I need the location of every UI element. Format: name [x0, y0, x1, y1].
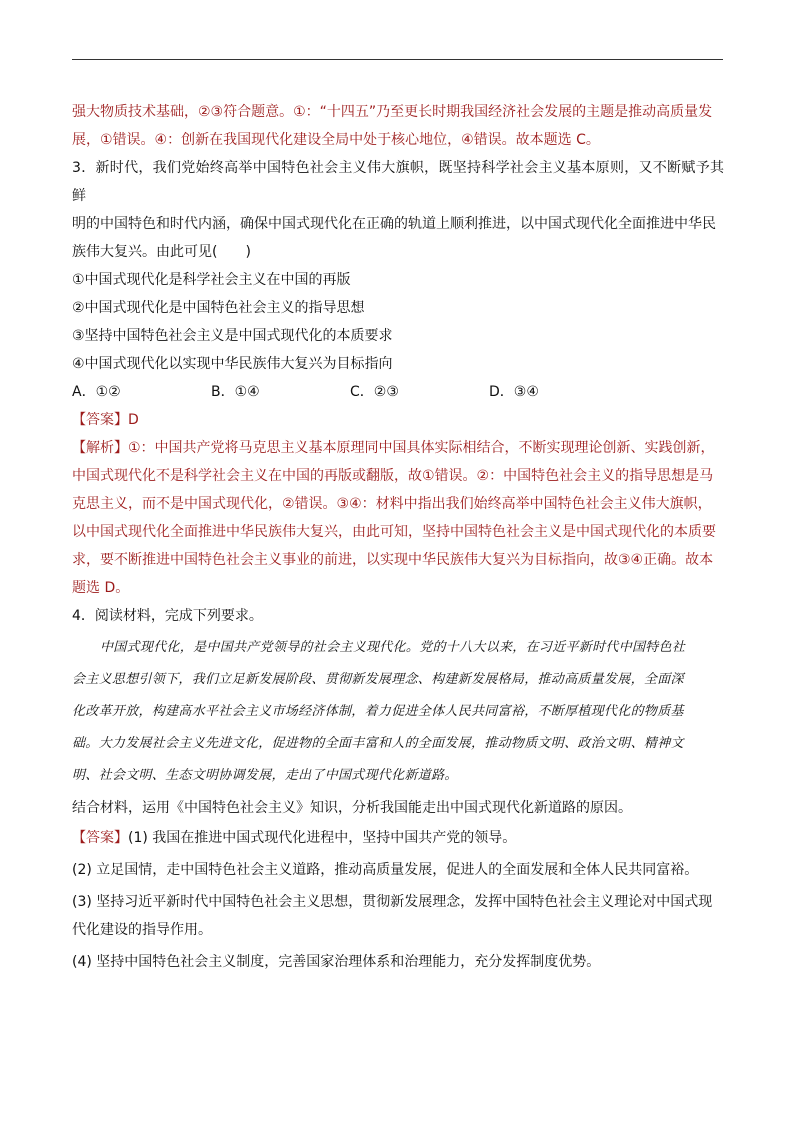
- header-rule: [72, 59, 723, 60]
- q3-option-a: A．①②: [72, 384, 121, 400]
- q3-option-b: B．①④: [211, 384, 260, 400]
- q4-answer-line: (2) 立足国情，走中国特色社会主义道路，推动高质量发展，促进人的全面发展和全体人民共同富裕。: [72, 862, 699, 878]
- q3-stem-line: 3．新时代，我们党始终高举中国特色社会主义伟大旗帜，既坚持科学社会主义基本原则，又不断赋予其鲜: [72, 160, 724, 204]
- q4-answer-line: 代化建设的指导作用。: [72, 922, 212, 938]
- q3-analysis-line: 中国式现代化不是科学社会主义在中国的再版或翻版，故①错误。②：中国特色社会主义的指导思想是马: [72, 468, 714, 484]
- q3-option-c: C．②③: [350, 384, 399, 400]
- q4-material: [72, 632, 724, 792]
- analysis-tag: 【解析】: [72, 440, 128, 456]
- q3-stem-line: 族伟大复兴。由此可见( ): [72, 244, 251, 260]
- material-line: 会主义思想引领下，我们立足新发展阶段、贯彻新发展理念、构建新发展格局，推动高质量发展，全面深: [72, 672, 684, 687]
- q4-requirement: 结合材料，运用《中国特色社会主义》知识，分析我国能走出中国式现代化新道路的原因。: [72, 800, 632, 816]
- q4-answer-line: (4) 坚持中国特色社会主义制度，完善国家治理体系和治理能力，充分发挥制度优势。: [72, 954, 601, 970]
- q2-analysis-line: 展，①错误。④：创新在我国现代化建设全局中处于核心地位，④错误。故本题选 C。: [72, 132, 600, 148]
- answer-value: D: [128, 412, 139, 428]
- q3-statement: ②中国式现代化是中国特色社会主义的指导思想: [72, 300, 365, 316]
- q3-analysis-line: 求，要不断推进中国特色社会主义事业的前进，以实现中华民族伟大复兴为目标指向，故③④正确。故本: [72, 552, 714, 568]
- document-content: [72, 98, 724, 976]
- q3-analysis-line: [72, 434, 724, 462]
- q4-stem: 4．阅读材料，完成下列要求。: [72, 608, 263, 624]
- q4-answer-line: (3) 坚持习近平新时代中国特色社会主义思想，贯彻新发展理念，发挥中国特色社会主义理论对中国式现: [72, 894, 713, 910]
- material-line: 化改革开放，构建高水平社会主义市场经济体制，着力促进全体人民共同富裕，不断厚植现代化的物质基: [72, 704, 684, 719]
- q3-analysis-line: 以中国式现代化全面推进中华民族伟大复兴，由此可知，坚持中国特色社会主义是中国式现代化的本质要: [72, 524, 716, 540]
- q3-analysis-line: 题选 D。: [72, 580, 130, 596]
- q2-analysis-line: 强大物质技术基础，②③符合题意。①：“十四五”乃至更长时期我国经济社会发展的主题是推动高质量发: [72, 104, 713, 120]
- material-line: 明、社会文明、生态文明协调发展，走出了中国式现代化新道路。: [72, 768, 458, 783]
- material-line: 础。大力发展社会主义先进文化，促进物的全面丰富和人的全面发展，推动物质文明、政治文明、精神文: [72, 736, 684, 751]
- q3-option-d: D．③④: [489, 384, 539, 400]
- q3-statement: ③坚持中国特色社会主义是中国式现代化的本质要求: [72, 328, 393, 344]
- q3-options: [72, 378, 724, 406]
- answer-tag: 【答案】: [72, 412, 128, 428]
- analysis-text: ①：中国共产党将马克思主义基本原理同中国具体实际相结合，不断实现理论创新、实践创新，: [128, 440, 715, 456]
- q3-analysis-line: 克思主义，而不是中国式现代化，②错误。③④：材料中指出我们始终高举中国特色社会主义伟大旗帜，: [72, 496, 712, 512]
- q3-statement: ④中国式现代化以实现中华民族伟大复兴为目标指向: [72, 356, 393, 372]
- answer-text: (1) 我国在推进中国式现代化进程中，坚持中国共产党的领导。: [128, 830, 517, 846]
- q3-answer: [72, 406, 724, 434]
- q3-statement: ①中国式现代化是科学社会主义在中国的再版: [72, 272, 351, 288]
- q3-stem-line: 明的中国特色和时代内涵，确保中国式现代化在正确的轨道上顺利推进，以中国式现代化全面推进中华民: [72, 216, 716, 232]
- material-line: 中国式现代化，是中国共产党领导的社会主义现代化。党的十八大以来，在习近平新时代中国特色社: [100, 640, 686, 655]
- answer-tag: 【答案】: [72, 830, 128, 846]
- q4-answer-line: [72, 824, 724, 852]
